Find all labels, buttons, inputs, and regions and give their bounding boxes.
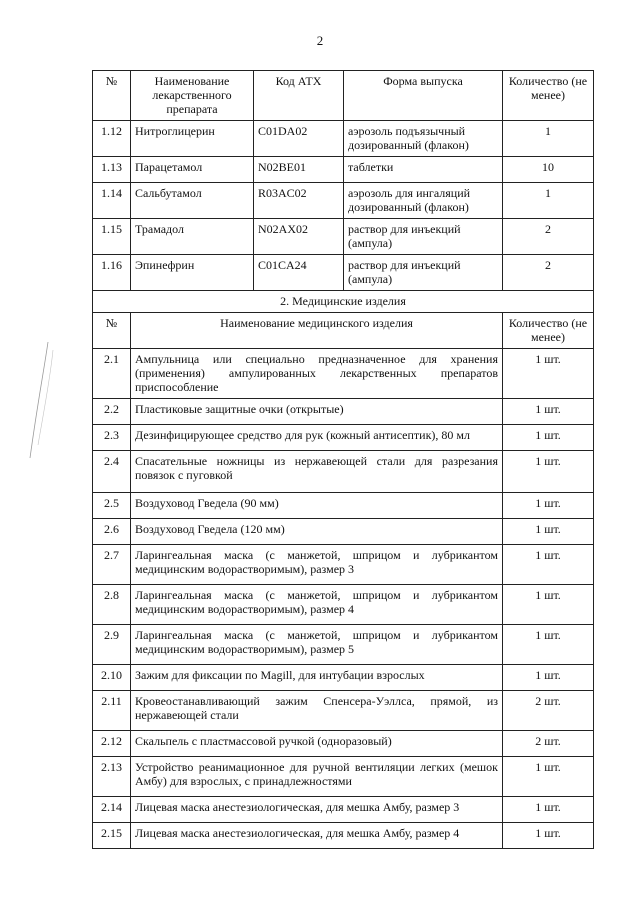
header-atc-code: Код АТХ xyxy=(254,71,344,121)
header-num: № xyxy=(93,313,131,349)
drug-form: аэрозоль для ингаляций дозированный (флакон) xyxy=(344,183,503,219)
device-row xyxy=(93,585,594,625)
drug-form: раствор для инъекций (ампула) xyxy=(344,255,503,291)
device-qty: 1 шт. xyxy=(503,823,594,849)
drug-num: 1.14 xyxy=(93,183,131,219)
device-num: 2.14 xyxy=(93,797,131,823)
drug-num: 1.13 xyxy=(93,157,131,183)
drug-num: 1.12 xyxy=(93,121,131,157)
device-row xyxy=(93,731,594,757)
scan-artifact-line xyxy=(26,340,56,460)
device-num: 2.1 xyxy=(93,349,131,399)
device-num: 2.4 xyxy=(93,451,131,493)
drug-name: Сальбутамол xyxy=(131,183,254,219)
drug-name: Трамадол xyxy=(131,219,254,255)
device-num: 2.8 xyxy=(93,585,131,625)
drug-row xyxy=(93,183,594,219)
device-qty: 1 шт. xyxy=(503,425,594,451)
device-row xyxy=(93,665,594,691)
device-qty: 1 шт. xyxy=(503,519,594,545)
device-name: Дезинфицирующее средство для рук (кожный антисептик), 80 мл xyxy=(131,425,503,451)
device-row xyxy=(93,797,594,823)
device-name: Устройство реанимационное для ручной вентиляции легких (мешок Амбу) для взрослых, с принадлежностями xyxy=(131,757,503,797)
header-drug-name: Наименование лекарственного препарата xyxy=(131,71,254,121)
device-name: Воздуховод Гведела (90 мм) xyxy=(131,493,503,519)
device-row xyxy=(93,451,594,493)
header-quantity: Количество (не менее) xyxy=(503,313,594,349)
device-qty: 1 шт. xyxy=(503,545,594,585)
device-qty: 2 шт. xyxy=(503,691,594,731)
device-name: Ларингеальная маска (с манжетой, шприцом и лубрикантом медицинским водорастворимым), размер 4 xyxy=(131,585,503,625)
device-row xyxy=(93,823,594,849)
drug-atc: N02AX02 xyxy=(254,219,344,255)
device-num: 2.7 xyxy=(93,545,131,585)
drug-qty: 1 xyxy=(503,183,594,219)
device-num: 2.2 xyxy=(93,399,131,425)
device-qty: 1 шт. xyxy=(503,399,594,425)
device-qty: 1 шт. xyxy=(503,349,594,399)
header-dosage-form: Форма выпуска xyxy=(344,71,503,121)
device-name: Ларингеальная маска (с манжетой, шприцом и лубрикантом медицинским водорастворимым), размер 5 xyxy=(131,625,503,665)
device-num: 2.5 xyxy=(93,493,131,519)
drug-name: Эпинефрин xyxy=(131,255,254,291)
drug-name: Нитроглицерин xyxy=(131,121,254,157)
device-num: 2.11 xyxy=(93,691,131,731)
device-qty: 1 шт. xyxy=(503,625,594,665)
device-name: Ампульница или специально предназначенное для хранения (применения) ампулированных лекарственных препаратов приспособление xyxy=(131,349,503,399)
device-name: Спасательные ножницы из нержавеющей стали для разрезания повязок с пуговкой xyxy=(131,451,503,493)
drug-atc: R03AC02 xyxy=(254,183,344,219)
drug-qty: 2 xyxy=(503,219,594,255)
drug-form: аэрозоль подъязычный дозированный (флакон) xyxy=(344,121,503,157)
page-number: 2 xyxy=(316,33,324,48)
header-quantity: Количество (не менее) xyxy=(503,71,594,121)
device-row xyxy=(93,493,594,519)
drug-num: 1.15 xyxy=(93,219,131,255)
device-num: 2.13 xyxy=(93,757,131,797)
drug-form: таблетки xyxy=(344,157,503,183)
device-row xyxy=(93,545,594,585)
drug-qty: 1 xyxy=(503,121,594,157)
device-qty: 1 шт. xyxy=(503,665,594,691)
device-num: 2.3 xyxy=(93,425,131,451)
drug-atc: C01CA24 xyxy=(254,255,344,291)
drug-num: 1.16 xyxy=(93,255,131,291)
device-qty: 2 шт. xyxy=(503,731,594,757)
device-num: 2.10 xyxy=(93,665,131,691)
drug-row xyxy=(93,121,594,157)
device-row xyxy=(93,519,594,545)
device-row xyxy=(93,349,594,399)
device-num: 2.15 xyxy=(93,823,131,849)
device-row xyxy=(93,399,594,425)
device-name: Скальпель с пластмассовой ручкой (одноразовый) xyxy=(131,731,503,757)
section-2-title: 2. Медицинские изделия xyxy=(93,291,594,313)
devices-header-row xyxy=(93,313,594,349)
device-qty: 1 шт. xyxy=(503,757,594,797)
device-name: Кровеостанавливающий зажим Спенсера-Уэллса, прямой, из нержавеющей стали xyxy=(131,691,503,731)
drug-atc: C01DA02 xyxy=(254,121,344,157)
header-num: № xyxy=(93,71,131,121)
drug-qty: 10 xyxy=(503,157,594,183)
device-qty: 1 шт. xyxy=(503,493,594,519)
device-name: Ларингеальная маска (с манжетой, шприцом и лубрикантом медицинским водорастворимым), размер 3 xyxy=(131,545,503,585)
drug-row xyxy=(93,219,594,255)
device-name: Воздуховод Гведела (120 мм) xyxy=(131,519,503,545)
drug-name: Парацетамол xyxy=(131,157,254,183)
header-device-name: Наименование медицинского изделия xyxy=(131,313,503,349)
device-name: Пластиковые защитные очки (открытые) xyxy=(131,399,503,425)
device-qty: 1 шт. xyxy=(503,451,594,493)
device-num: 2.6 xyxy=(93,519,131,545)
device-name: Лицевая маска анестезиологическая, для мешка Амбу, размер 4 xyxy=(131,823,503,849)
drug-row xyxy=(93,157,594,183)
device-row xyxy=(93,691,594,731)
drug-atc: N02BE01 xyxy=(254,157,344,183)
section-title-row xyxy=(93,291,594,313)
device-row xyxy=(93,425,594,451)
drug-qty: 2 xyxy=(503,255,594,291)
device-name: Лицевая маска анестезиологическая, для мешка Амбу, размер 3 xyxy=(131,797,503,823)
device-qty: 1 шт. xyxy=(503,797,594,823)
device-name: Зажим для фиксации по Magill, для интубации взрослых xyxy=(131,665,503,691)
device-num: 2.9 xyxy=(93,625,131,665)
drug-form: раствор для инъекций (ампула) xyxy=(344,219,503,255)
drug-row xyxy=(93,255,594,291)
device-num: 2.12 xyxy=(93,731,131,757)
device-qty: 1 шт. xyxy=(503,585,594,625)
supplies-table xyxy=(92,70,594,849)
device-row xyxy=(93,757,594,797)
drugs-header-row xyxy=(93,71,594,121)
device-row xyxy=(93,625,594,665)
